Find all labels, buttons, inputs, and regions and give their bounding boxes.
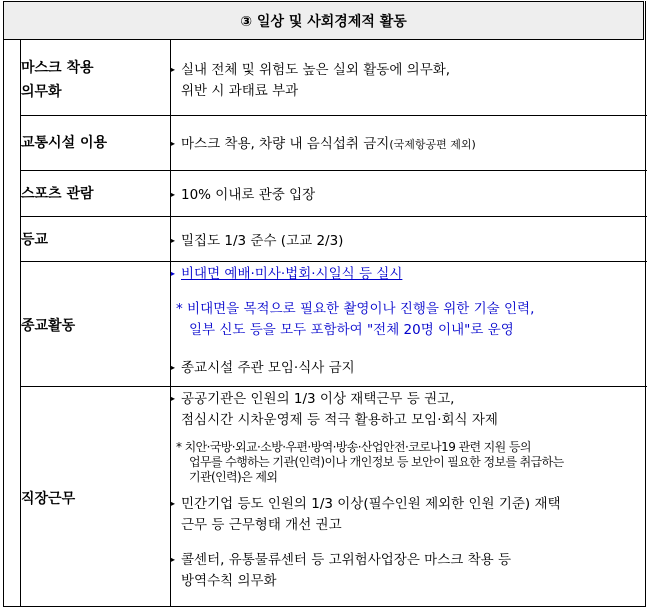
bullet-icon: ▸: [171, 65, 176, 74]
transit-text: 마스크 착용, 차량 내 음식섭취 금지: [181, 136, 390, 152]
mask-text-line2: 위반 시 과태료 부과: [181, 83, 299, 99]
row-content-school: [171, 230, 646, 252]
bottom-border: [3, 606, 646, 607]
row-label-sports: [20, 182, 170, 206]
row-content-transit: [171, 133, 646, 155]
work-note-line1: * 치안·국방·외교·소방·우편·방역·방송·산업안전·코로나19 관련 지원 등의: [176, 440, 531, 454]
religion-text-line2: 종교시설 주관 모임·식사 금지: [181, 360, 355, 376]
row-separator: [20, 386, 647, 387]
work-p3-line1: 콜센터, 유통물류센터 등 고위험사업장은 마스크 착용 등: [181, 552, 511, 568]
row-label-transit: [20, 131, 170, 155]
row-separator: [20, 261, 647, 262]
bullet-icon: ▸: [171, 139, 176, 148]
sports-label: 스포츠 관람: [21, 186, 94, 202]
transit-note: (국제항공편 제외): [389, 138, 476, 151]
work-p2-line1: 민간기업 등도 인원의 1/3 이상(필수인원 제외한 인원 기준) 재택: [181, 496, 561, 512]
row-separator: [20, 115, 647, 116]
mask-label-line1: 마스크 착용: [21, 60, 94, 76]
transit-label: 교통시설 이용: [21, 135, 108, 151]
table-title: ③ 일상 및 사회경제적 활동: [240, 13, 407, 30]
row-label-mask: [20, 56, 170, 104]
row-content-mask: [171, 59, 646, 102]
row-content-religion: [171, 263, 646, 379]
row-content-sports: [171, 184, 646, 206]
mask-text-line1: 실내 전체 및 위험도 높은 실외 활동에 의무화,: [181, 62, 451, 78]
left-border: [3, 40, 4, 607]
work-p3-line2: 방역수칙 의무화: [181, 573, 277, 589]
work-note-line3: 기관(인력)은 제외: [189, 470, 278, 484]
bullet-icon: ▸: [171, 269, 176, 278]
row-separator: [20, 216, 647, 217]
work-label: 직장근무: [21, 491, 76, 507]
row-label-school: [20, 228, 170, 252]
row-label-work: [20, 487, 170, 511]
mask-label-line2: 의무화: [21, 84, 62, 100]
row-separator: [20, 170, 647, 171]
religion-note-line2: 일부 신도 등을 모두 포함하여 "전체 20명 이내"로 운영: [189, 322, 514, 338]
school-text: 밀집도 1/3 준수 (고교 2/3): [181, 233, 344, 249]
table-header: [3, 1, 644, 40]
row-content-work: [171, 388, 646, 592]
bullet-icon: ▸: [171, 363, 176, 372]
work-p1-line2: 점심시간 시차운영제 등 적극 활용하고 모임·회식 자제: [181, 412, 498, 428]
bullet-icon: ▸: [171, 236, 176, 245]
row-label-religion: [20, 314, 170, 338]
work-p1-line1: 공공기관은 인원의 1/3 이상 재택근무 등 권고,: [181, 391, 455, 407]
bullet-icon: ▸: [171, 190, 176, 199]
religion-label: 종교활동: [21, 318, 76, 334]
religion-text-line1: 비대면 예배·미사·법회·시일식 등 실시: [181, 266, 403, 282]
religion-note-line1: * 비대면을 목적으로 필요한 촬영이나 진행을 위한 기술 인력,: [176, 301, 535, 317]
bullet-icon: ▸: [171, 499, 176, 508]
school-label: 등교: [21, 232, 49, 248]
bullet-icon: ▸: [171, 555, 176, 564]
work-note-line2: 업무를 수행하는 기관(인력)이나 개인정보 등 보안이 필요한 정보를 취급하는: [189, 455, 564, 469]
sports-text: 10% 이내로 관중 입장: [181, 187, 316, 203]
bullet-icon: ▸: [171, 394, 176, 403]
work-p2-line2: 근무 등 근무형태 개선 권고: [181, 517, 342, 533]
